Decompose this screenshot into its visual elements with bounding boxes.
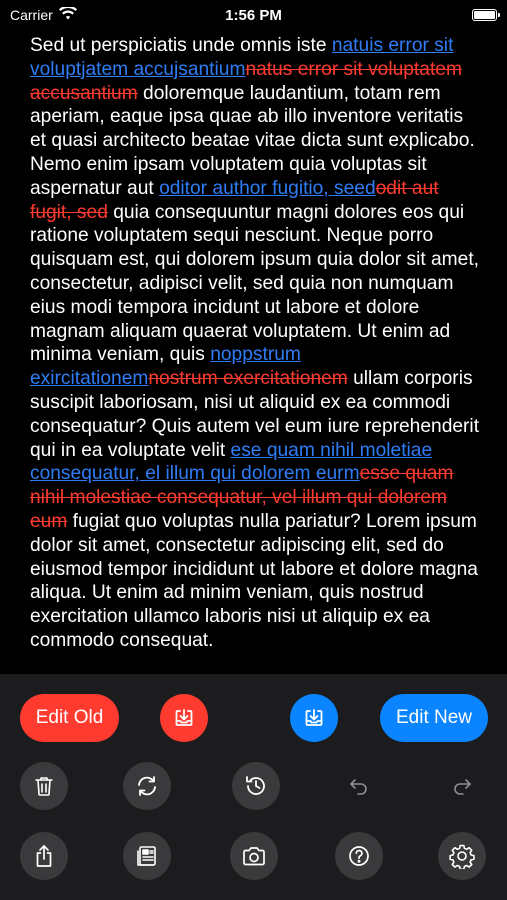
redo-arrow-icon <box>451 777 473 795</box>
added-text: oditor author fugitio, seed <box>159 177 376 199</box>
tray-arrow-down-icon <box>303 707 325 729</box>
removed-text: nostrum exercitationem <box>148 368 348 390</box>
undo-button[interactable] <box>335 762 383 810</box>
share-icon <box>34 844 54 868</box>
status-left <box>10 7 77 23</box>
document-button[interactable] <box>123 832 171 880</box>
help-button[interactable] <box>335 832 383 880</box>
share-button[interactable] <box>20 832 68 880</box>
tray-arrow-down-icon <box>173 707 195 729</box>
trash-icon <box>34 775 54 797</box>
history-button[interactable] <box>232 762 280 810</box>
edit-new-button[interactable]: Edit New <box>380 694 488 742</box>
redo-button[interactable] <box>438 762 486 810</box>
status-time: 1:56 PM <box>225 6 282 24</box>
camera-button[interactable] <box>230 832 278 880</box>
delete-button[interactable] <box>20 762 68 810</box>
bottom-toolbar <box>0 674 507 900</box>
question-mark-icon <box>347 844 371 868</box>
body-text: Sed ut perspiciatis unde omnis iste <box>30 35 332 56</box>
settings-button[interactable] <box>438 832 486 880</box>
added-text: ese quam nihil moletiae consequatur, el illum qui dolorem eurm <box>30 439 433 485</box>
added-text: natuis error sit voluptjatem accujsantium <box>30 35 454 80</box>
arrows-cycle-icon <box>135 775 159 797</box>
diff-text-view[interactable] <box>30 34 482 674</box>
clock-arrow-icon <box>244 774 268 798</box>
removed-text: natus error sit voluptatem accusantium <box>30 58 462 104</box>
undo-arrow-icon <box>348 777 370 795</box>
document-list-icon <box>136 845 158 867</box>
added-text: noppstrum exircitationem <box>30 344 301 390</box>
body-text: quia consequuntur magni dolores eos qui ratione voluptatem sequi nesciunt. Neque porro quisquam est, qui dolorem ipsum quia dolor sit amet, consectetur, adipisci velit, sed quia non numquam eius modi tempora incidunt ut labore et dolore magnam aliquam quaerat voluptatem. Ut enim ad minima veniam, quis <box>30 201 479 366</box>
gear-icon <box>449 843 475 869</box>
status-bar <box>0 0 507 30</box>
carrier-label: Carrier <box>10 7 53 23</box>
removed-text: odit aut fugit, sed <box>30 177 439 223</box>
body-text: doloremque laudantium, totam rem aperiam, eaque ipsa quae ab illo inventore veritatis et quasi architecto beatae vitae dicta sunt explicabo. Nemo enim ipsam voluptatem quia voluptas sit aspernatur aut <box>30 82 475 199</box>
battery-icon <box>472 9 497 21</box>
camera-icon <box>241 845 267 867</box>
removed-text: esse quam nihil molestiae consequatur, vel illum qui dolorem eum <box>30 463 454 532</box>
wifi-icon <box>59 7 77 23</box>
body-text: fugiat quo voluptas nulla pariatur? Lorem ipsum dolor sit amet, consectetur adipiscing elit, sed do eiusmod tempor incididunt ut labore et dolore magna aliqua. Ut enim ad minim veniam, quis nostrud exercitation ullamco laboris nisi ut aliquip ex ea commodo consequat. <box>30 510 478 651</box>
import-new-button[interactable] <box>290 694 338 742</box>
swap-button[interactable] <box>123 762 171 810</box>
edit-old-button[interactable]: Edit Old <box>20 694 119 742</box>
import-old-button[interactable] <box>160 694 208 742</box>
body-text: ullam corporis suscipit laboriosam, nisi ut aliquid ex ea commodi consequatur? Quis autem vel eum iure reprehenderit qui in ea voluptate velit <box>30 368 480 461</box>
